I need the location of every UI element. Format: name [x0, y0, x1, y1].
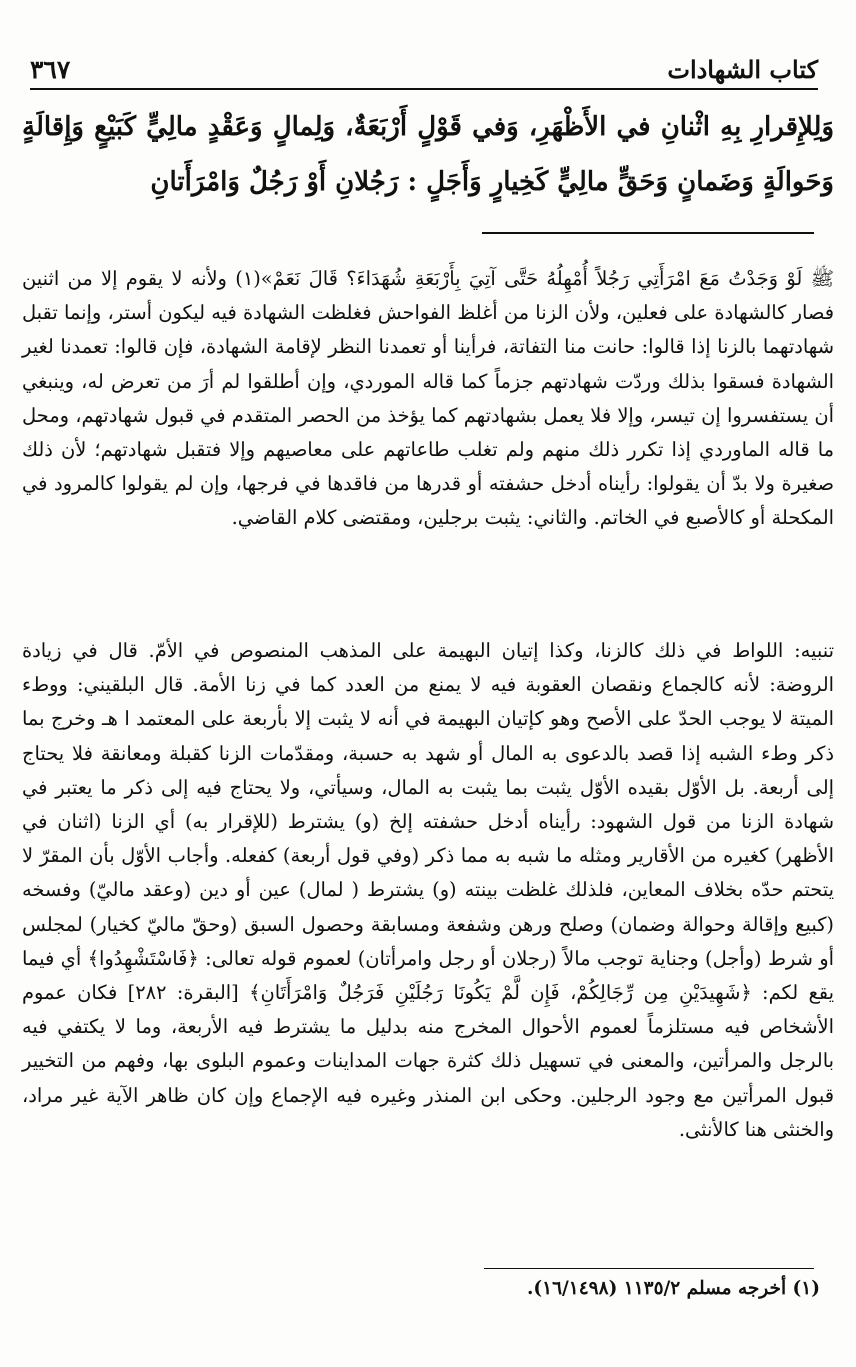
matn-text: وَلِلإِقرارِ بِهِ اثْنانِ في الأَظْهَرِ، وَفي قَوْلٍ أَرْبَعَةٌ، وَلِمالٍ وَعَقْدٍ مالِيٍّ كَبَيْعٍ وَإِقالَةٍ وَحَوالَةٍ وَضَمانٍ وَحَقٍّ مالِيٍّ كَخِيارٍ وَأَجَلٍ : رَجُلانِ أَوْ رَجُلٌ وَامْرَأَتانِ	[22, 112, 834, 197]
footnote: (١) أخرجه مسلم ١١٣٥/٢ (١٦/١٤٩٨).	[526, 1278, 820, 1299]
page-number: ٣٦٧	[30, 55, 71, 84]
page-header	[30, 38, 818, 90]
commentary-paragraph-1: ﷺ لَوْ وَجَدْتُ مَعَ امْرَأَتِي رَجُلاً أُمْهِلُهُ حَتَّى آتِيَ بِأَرْبَعَةِ شُهَدَاءَ؟ قَالَ نَعَمْ»(١) ولأنه لا يقوم إلا من اثنين فصار كالشهادة على فعلين، ولأن الزنا من أغلظ الفواحش فغلظت الشهادة فيه ليكون أستر، وإنما تقبل شهادتهما بالزنا إذا قالوا: حانت منا التفاتة، فرأينا أو تعمدنا النظر لإقامة الشهادة، فإن قالوا: تعمدنا لغير الشهادة فسقوا بذلك وردّت شهادتهم جزماً كما قاله الموردي، وإن أطلقوا لم أرَ من تعرض له، وينبغي أن يستفسروا إن تيسر، وإلا فلا يعمل بشهادتهم كما يؤخذ من الحصر المتقدم في قبول شهادتهم، ومحل ما قاله الماوردي إذا تكرر ذلك منهم ولم تغلب طاعاتهم على معاصيهم وإلا فتقبل شهادتهم؛ لأن ذلك صغيرة ولا بدّ أن يقولوا: رأيناه أدخل حشفته أو قدرها من فاقدها في فرجها، وإن لم يقولوا كالمرود في المكحلة أو كالأصبع في الخاتم. والثاني: يثبت برجلين، ومقتضى كلام القاضي.	[22, 267, 834, 530]
chapter-title: كتاب الشهادات	[667, 55, 818, 84]
commentary-paragraph-2: تنبيه: اللواط في ذلك كالزنا، وكذا إتيان البهيمة على المذهب المنصوص في الأمّ. قال في زيادة الروضة: لأنه كالجماع ونقصان العقوبة فيه لا يمنع من العدد كما في زنا الأمة. قال البلقيني: ووطء الميتة لا يوجب الحدّ على الأصح وهو كإتيان البهيمة في أنه لا يثبت إلا بأربعة على المعتمد ا هـ وخرج بما ذكر وطء الشبه إذا قصد بالدعوى به المال أو شهد به حسبة، ومقدّمات الزنا كقبلة ومعانقة فلا يحتاج إلى أربعة. بل الأوّل بقيده الأوّل يثبت بما يثبت به المال، وسيأتي، ولا يحتاج فيه إلى ذكر ما يعتبر في شهادة الزنا من قول الشهود: رأيناه أدخل حشفته إلخ (و) يشترط (للإقرار به) أي الزنا (اثنان في الأظهر) كغيره من الأقارير ومثله ما شبه به مما ذكر (وفي قول أربعة) كفعله. وأجاب الأوّل بأن المقرّ لا يتحتم حدّه بخلاف المعاين، فلذلك غلظت بينته (و) يشترط ( لمال) عين أو دين (وعقد ماليّ) وفسخه (كبيع وإقالة وحوالة وضمان) وصلح ورهن وشفعة ومسابقة وحصول السبق (وحقّ ماليّ كخيار) لمجلس أو شرط (وأجل) وجناية توجب مالاً (رجلان أو رجل وامرأتان) لعموم قوله تعالى: ﴿فَاسْتَشْهِدُوا﴾ أي فيما يقع لكم: ﴿شَهِيدَيْنِ مِن رِّجَالِكُمْ، فَإِن لَّمْ يَكُونَا رَجُلَيْنِ فَرَجُلٌ وَامْرَأَتَانِ﴾ [البقرة: ٢٨٢] فكان عموم الأشخاص فيه مستلزماً لعموم الأحوال المخرج منه بدليل ما يشترط فيه الأربعة، وما لا يكتفي فيه بالرجل والمرأتين، والمعنى في تسهيل ذلك كثرة جهات المداينات وعموم البلوى بها، وفهم من التخيير قبول المرأتين مع وجود الرجلين. وحكى ابن المنذر وغيره فيه الإجماع وإن كان ظاهر الآية غير مراد، والخنثى هنا كالأنثى.	[22, 639, 834, 1141]
matn-separator	[482, 232, 814, 234]
footnote-separator	[484, 1268, 814, 1269]
